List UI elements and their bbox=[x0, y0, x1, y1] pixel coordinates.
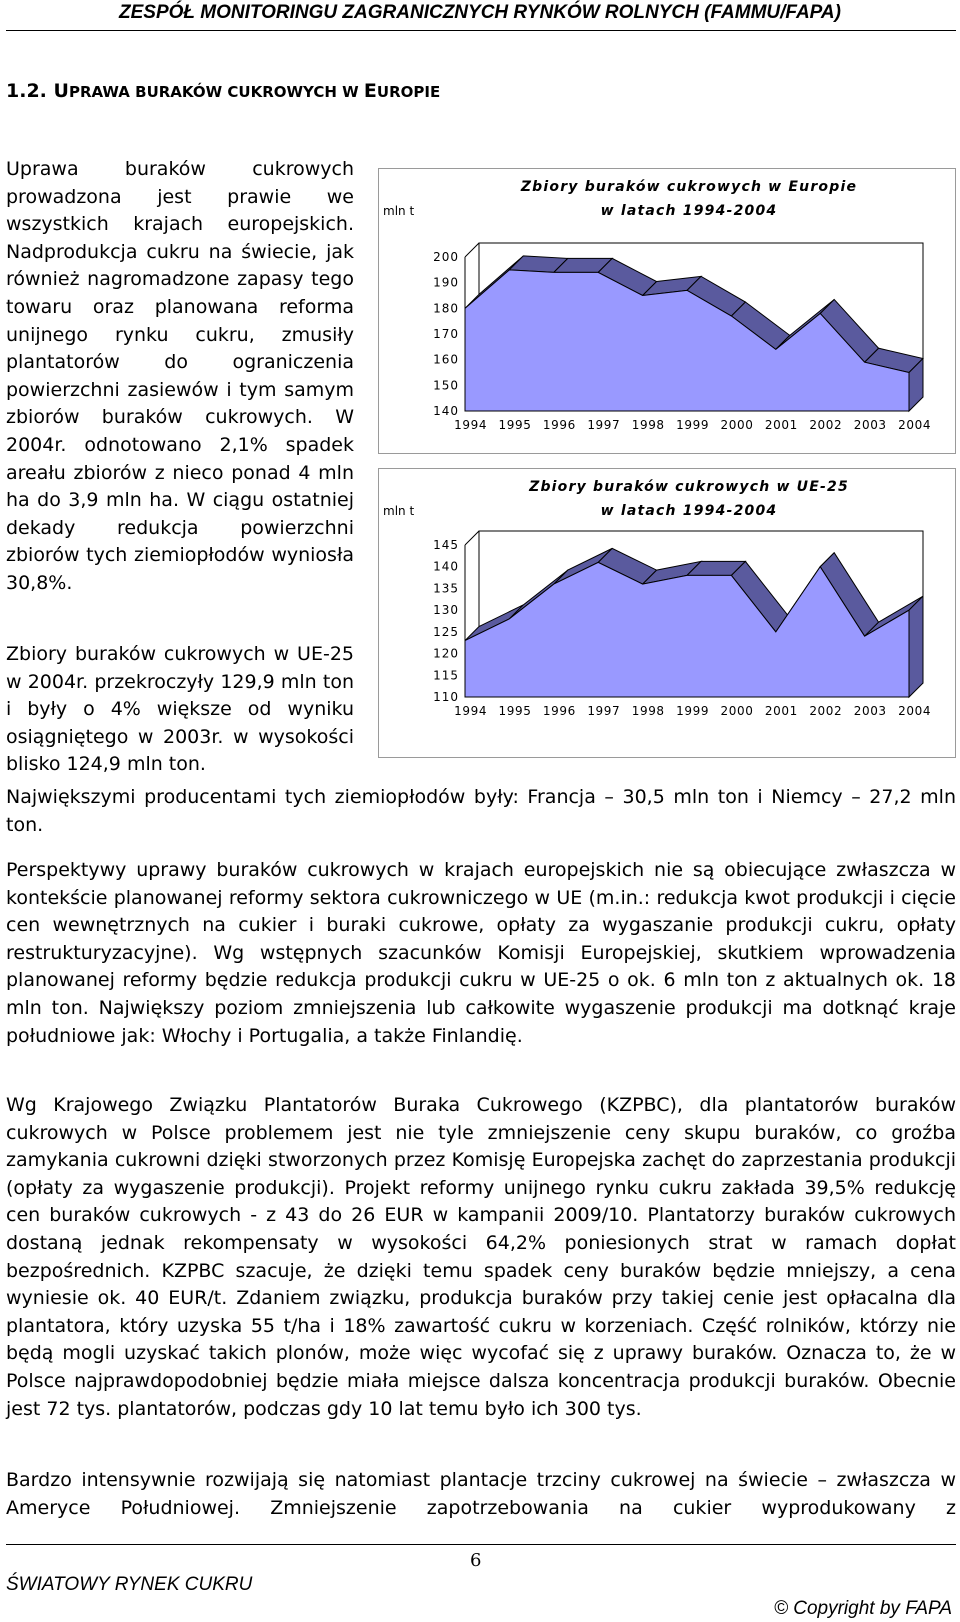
chart-x-tick-label: 2004 bbox=[898, 704, 932, 718]
chart-x-tick-label: 1999 bbox=[676, 704, 710, 718]
chart-y-tick-label: 125 bbox=[433, 624, 459, 639]
chart-area-end-face bbox=[909, 596, 923, 697]
paragraph-sugar-cane: Bardzo intensywnie rozwijają się natomiast plantacje trzciny cukrowej na świecie – zwłaszcza w Ameryce Południowej. Zmniejszenie zapotrzebowania na cukier wyprodukowany z bbox=[6, 1469, 956, 1519]
chart-ylabel: mln t bbox=[383, 204, 415, 218]
chart-title-line2: w latach 1994-2004 bbox=[600, 203, 778, 219]
page-number: 6 bbox=[470, 1550, 482, 1571]
section-title-rest: PRAWA BURAKÓW CUKROWYCH W bbox=[68, 83, 364, 101]
chart-x-tick-label: 1998 bbox=[631, 418, 665, 432]
section-title-tail-rest: UROPIE bbox=[376, 83, 441, 101]
chart-x-tick-label: 1996 bbox=[542, 418, 576, 432]
chart-x-tick-label: 2002 bbox=[809, 704, 843, 718]
section-number: 1.2. bbox=[6, 80, 47, 102]
paragraph-intro: Uprawa buraków cukrowych prowadzona jest prawie we wszystkich krajach europejskich. Nadprodukcja cukru na świecie, jak również nagromadzone zapasy tego towaru oraz planowana reforma unijnego rynku cukru, zmusiły plantatorów do ograniczenia powierzchni zasiewów i tym samym zbiorów buraków cukrowych. W 2004r. odnotowano 2,1% spadek areału zbiorów z nieco ponad 4 mln ha do 3,9 mln ha. W ciągu ostatniej dekady redukcja powierzchni zbiorów tych ziemiopłodów wyniosła 30,8%. bbox=[6, 158, 354, 594]
chart-x-tick-label: 1996 bbox=[542, 704, 576, 718]
chart-y-tick-label: 110 bbox=[433, 690, 459, 704]
chart-europe-svg bbox=[379, 169, 955, 453]
chart-x-tick-label: 1995 bbox=[498, 704, 532, 718]
chart-ue25-harvest bbox=[378, 468, 956, 758]
chart-y-tick-label: 115 bbox=[433, 668, 459, 683]
paragraph-kzpbc: Wg Krajowego Związku Plantatorów Buraka Cukrowego (KZPBC), dla plantatorów buraków cukrowych w Polsce problemem jest nie tyle zmniejszenie ceny skupu buraków, co groźba zamykania cukrowni dzięki stworzonych przez Komisję Europejska zachęt do zaprzestania produkcji (opłaty za wygaszenie produkcji). Projekt reformy unijnego rynku cukru zakłada 39,5% redukcję cen buraków cukrowych - z 43 do 26 EUR w kampanii 2009/10. Plantatorzy buraków cukrowych dostaną jednak rekompensaty w wysokości 64,2% poniesionych strat w ramach dopłat bezpośrednich. KZPBC szacuje, że dzięki temu spadek ceny buraków będzie mniejszy, a cena wyniesie ok. 40 EUR/t. Zdaniem związku, produkcja buraków przy takiej cenie jest opłacalna dla plantatora, który uzyska 55 t/ha i 18% zawartość cukru w korzeniach. Część rolników, którzy nie będą mogli uzyskać takich plonów, może więc wycofać się z uprawy buraków. Oznacza to, że w Polsce najprawdopodobniej będzie miała miejsce dalsza koncentracja produkcji buraków. Obecnie jest 72 tys. plantatorów, podczas gdy 10 lat temu było ich 300 tys. bbox=[6, 1094, 956, 1420]
chart-y-tick-label: 130 bbox=[433, 603, 459, 618]
chart-title-line1: Zbiory buraków cukrowych w UE-25 bbox=[529, 479, 849, 495]
chart-y-tick-label: 170 bbox=[433, 327, 459, 341]
chart-x-tick-label: 1999 bbox=[676, 418, 710, 432]
section-title bbox=[6, 80, 440, 102]
chart-y-tick-label: 140 bbox=[433, 559, 459, 574]
footer-rule bbox=[6, 1544, 956, 1545]
chart-x-tick-label: 1995 bbox=[498, 418, 532, 432]
chart-y-tick-label: 145 bbox=[433, 538, 459, 552]
chart-x-tick-label: 2002 bbox=[809, 418, 843, 432]
chart-title-line1: Zbiory buraków cukrowych w Europie bbox=[520, 179, 858, 195]
chart-y-tick-label: 150 bbox=[433, 378, 459, 393]
paragraph-perspectives: Perspektywy uprawy buraków cukrowych w krajach europejskich nie są obiecujące zwłaszcza w kontekście planowanej reformy sektora cukrowniczego w UE (m.in.: redukcja kwot produkcji i cięcie cen wewnętrznych na cukier i buraki cukrowe, opłaty za wygaszanie produkcji cukru, opłaty restrukturyzacyjne). Wg wstępnych szacunków Komisji Europejskiej, skutkiem wprowadzenia planowanej reformy będzie redukcja produkcji cukru w UE-25 o ok. 6 mln ton z aktualnych ok. 18 mln ton. Największy poziom zmniejszenia lub całkowite wygaszenie produkcji ma dotknąć kraje południowe jak: Włochy i Portugalia, a także Finlandię. bbox=[6, 859, 956, 1047]
chart-title-line2: w latach 1994-2004 bbox=[600, 503, 778, 519]
chart-y-tick-label: 160 bbox=[433, 352, 459, 367]
page-header: ZESPÓŁ MONITORINGU ZAGRANICZNYCH RYNKÓW ROLNYCH (FAMMU/FAPA) bbox=[119, 2, 841, 23]
chart-ue25-svg bbox=[379, 469, 955, 757]
chart-y-tick-label: 135 bbox=[433, 581, 459, 596]
chart-x-tick-label: 1997 bbox=[587, 418, 621, 432]
paragraph-producers: Największymi producentami tych ziemiopłodów były: Francja – 30,5 mln ton i Niemcy – 27,2 mln ton. bbox=[6, 786, 956, 836]
chart-x-tick-label: 1994 bbox=[454, 704, 488, 718]
chart-ylabel: mln t bbox=[383, 504, 415, 518]
chart-side-edge bbox=[465, 531, 479, 545]
chart-y-tick-label: 200 bbox=[433, 250, 459, 264]
footer-publication-title: ŚWIATOWY RYNEK CUKRU bbox=[6, 1574, 253, 1595]
chart-x-tick-label: 1998 bbox=[631, 704, 665, 718]
chart-x-tick-label: 1997 bbox=[587, 704, 621, 718]
section-title-tail-first: E bbox=[363, 80, 377, 102]
section-title-first: U bbox=[53, 80, 69, 102]
chart-y-tick-label: 190 bbox=[433, 275, 459, 290]
chart-x-tick-label: 1994 bbox=[454, 418, 488, 432]
header-rule bbox=[6, 30, 956, 31]
chart-y-tick-label: 180 bbox=[433, 301, 459, 316]
chart-side-edge bbox=[465, 243, 479, 257]
chart-x-tick-label: 2003 bbox=[853, 704, 887, 718]
chart-x-tick-label: 2000 bbox=[720, 704, 754, 718]
chart-x-tick-label: 2001 bbox=[764, 704, 798, 718]
chart-y-tick-label: 120 bbox=[433, 646, 459, 661]
chart-x-tick-label: 2004 bbox=[898, 418, 932, 432]
chart-x-tick-label: 2003 bbox=[853, 418, 887, 432]
chart-x-tick-label: 2000 bbox=[720, 418, 754, 432]
footer-copyright: © Copyright by FAPA bbox=[773, 1598, 952, 1619]
chart-y-tick-label: 140 bbox=[433, 404, 459, 418]
chart-europe-harvest bbox=[378, 168, 956, 454]
paragraph-ue25-harvest: Zbiory buraków cukrowych w UE-25 w 2004r. przekroczyły 129,9 mln ton i były o 4% większe od wyniku osiągniętego w 2003r. w wysokości blisko 124,9 mln ton. bbox=[6, 643, 354, 776]
chart-x-tick-label: 2001 bbox=[764, 418, 798, 432]
